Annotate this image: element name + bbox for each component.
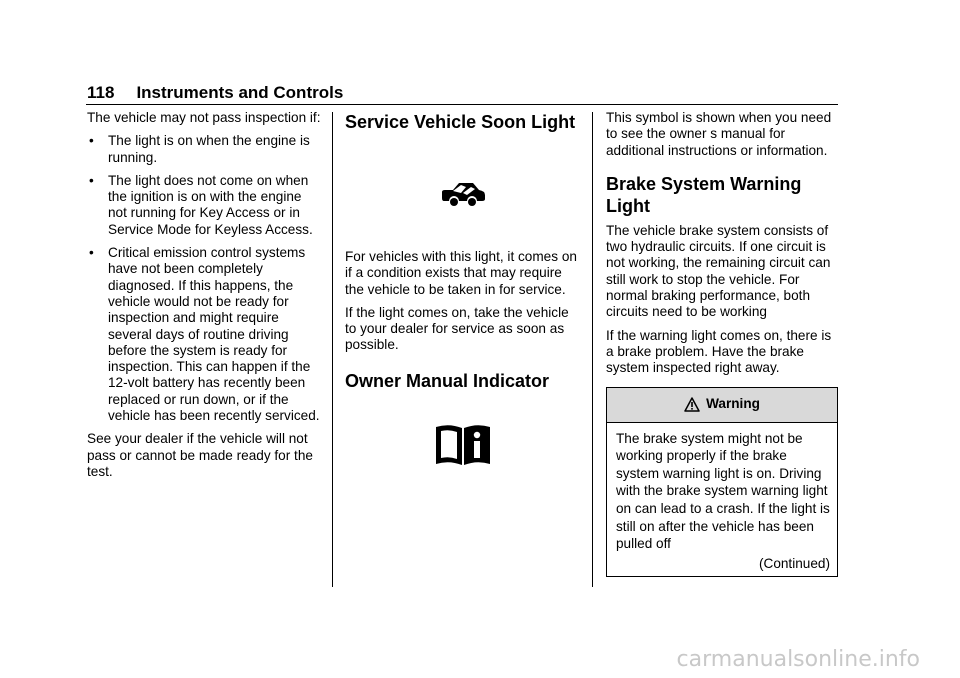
header-rule xyxy=(86,104,838,105)
column-divider-1 xyxy=(332,112,333,587)
column-divider-2 xyxy=(592,112,593,587)
page-number: 118 xyxy=(87,83,115,102)
heading-service-vehicle-soon: Service Vehicle Soon Light xyxy=(345,112,576,132)
service-para-1: For vehicles with this light, it comes on if a condition exists that may require the vehicle to be taken in for service. xyxy=(345,249,577,297)
heading-brake-system: Brake System Warning Light xyxy=(606,173,802,216)
warning-triangle-icon xyxy=(684,397,700,412)
page-header xyxy=(87,82,837,104)
warning-box xyxy=(606,387,838,578)
column-1 xyxy=(87,110,323,487)
bullet-text: The light is on when the engine is running. xyxy=(108,133,310,165)
bullet-symbol: • xyxy=(89,133,94,149)
bullet-item xyxy=(87,245,323,424)
bullet-item xyxy=(87,173,323,238)
heading-owner-manual: Owner Manual Indicator xyxy=(345,370,550,391)
warning-body xyxy=(607,423,837,577)
warning-header xyxy=(607,388,837,423)
warning-text: The brake system might not be working properly if the brake system warning light is on. Driving with the brake system warning light on can lead to a crash. If the light is still on after the vehicle has been pulled off xyxy=(616,430,830,552)
bullet-symbol: • xyxy=(89,172,94,188)
owner-manual-para: This symbol is shown when you need to see the owner s manual for additional instructions or information. xyxy=(606,110,832,158)
brake-para-2: If the warning light comes on, there is a brake problem. Have the brake system inspected right away. xyxy=(606,327,832,376)
continued-label: (Continued) xyxy=(758,555,830,571)
bullet-symbol: • xyxy=(89,245,94,261)
closing-text: See your dealer if the vehicle will not pass or cannot be made ready for the test. xyxy=(87,431,313,479)
service-para-2: If the light comes on, take the vehicle to your dealer for service as soon as possible. xyxy=(345,304,569,353)
brake-para-1: The vehicle brake system consists of two hydraulic circuits. If one circuit is not working, the remaining circuit can still work to stop the vehicle. For normal braking performance, both circuits need to be working xyxy=(606,222,831,320)
warning-title: Warning xyxy=(706,396,760,412)
bullet-item xyxy=(87,133,323,166)
car-wrench-icon xyxy=(345,139,581,249)
bullet-text: Critical emission control systems have not been completely diagnosed. If this happens, the vehicle would not be ready for inspection and might require several days of routine driving before the system is ready for inspection. This can happen if the 12-volt battery has recently been replaced or run down, or if the vehicle has been recently serviced. xyxy=(108,245,320,424)
intro-text: The vehicle may not pass inspection if: xyxy=(87,110,321,125)
column-2 xyxy=(345,111,581,493)
section-title: Instruments and Controls xyxy=(136,83,344,102)
column-3 xyxy=(606,110,838,577)
bullet-text: The light does not come on when the ignition is on with the engine not running for Key Access or in Service Mode for Keyless Access. xyxy=(108,172,313,237)
owner-manual-icon xyxy=(345,398,581,493)
watermark: carmanualsonline.info xyxy=(676,647,920,672)
